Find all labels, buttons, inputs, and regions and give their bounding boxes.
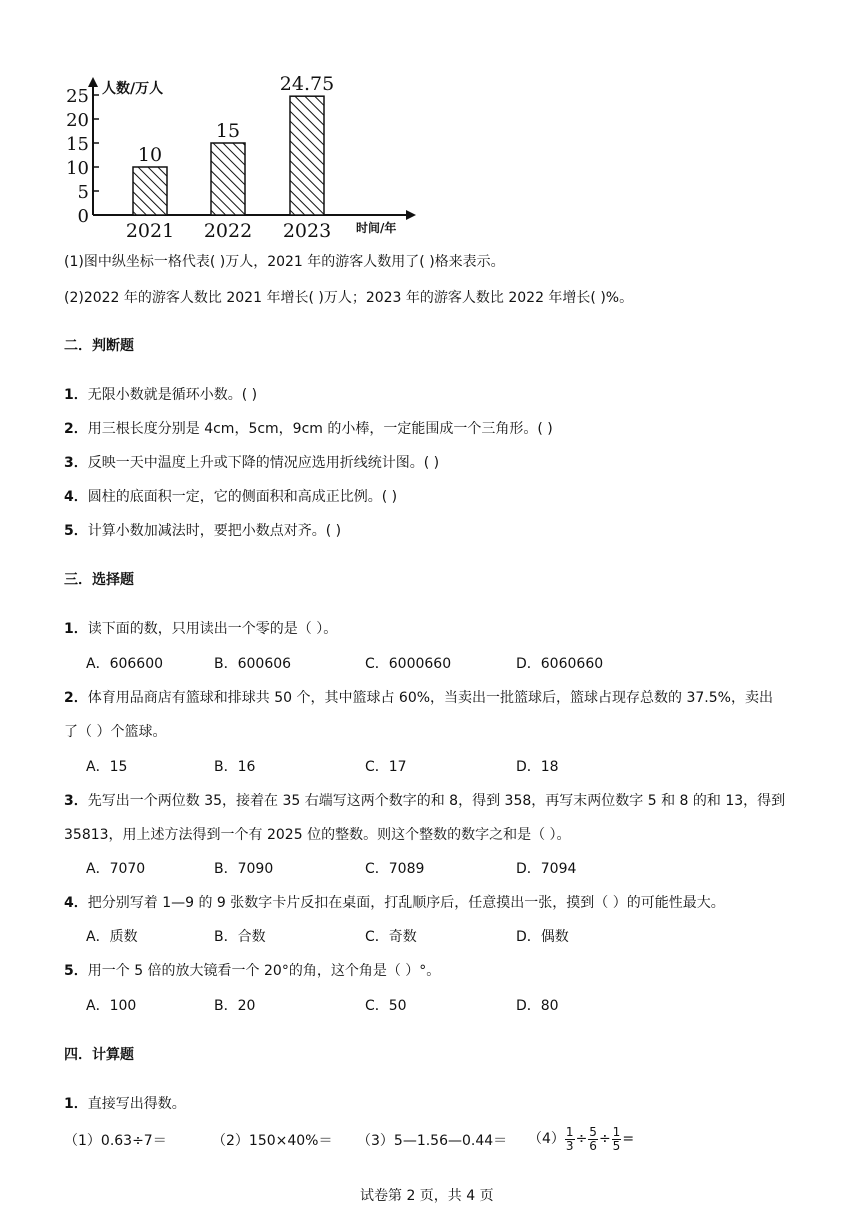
item-text: 把分别写着 1—9 的 9 张数字卡片反扣在桌面，打乱顺序后，任意摸出一张，摸到（ ）的可能性最大。: [87, 895, 725, 911]
item-number: 4．: [64, 895, 88, 911]
choice-1-option-a[interactable]: A．606600: [86, 656, 164, 672]
denominator: 6: [589, 1138, 597, 1153]
item-text: 圆柱的底面积一定，它的侧面积和高成正比例。( ): [87, 489, 398, 505]
choice-item-5: [64, 960, 440, 980]
item-text: 用三根长度分别是 4cm，5cm，9cm 的小棒，一定能围成一个三角形。( ): [87, 421, 553, 437]
y-tick-label: 20: [66, 110, 89, 131]
operator: ÷: [575, 1131, 588, 1147]
choice-item-3-line-2: 35813，用上述方法得到一个有 2025 位的整数。则这个整数的数字之和是（ ）。: [64, 827, 571, 843]
item-text: 用一个 5 倍的放大镜看一个 20°的角，这个角是（ ）°。: [87, 963, 441, 979]
y-axis-label: 人数/万人: [102, 81, 164, 97]
choice-5-option-d[interactable]: D．80: [516, 998, 559, 1014]
item-number: 3．: [64, 793, 88, 809]
bar-value-label: 24.75: [279, 73, 335, 96]
choice-2-option-d[interactable]: D．18: [516, 759, 559, 775]
fraction: [612, 1126, 622, 1153]
y-tick-label: 0: [77, 206, 89, 227]
item-number: 2．: [64, 421, 88, 437]
section-title-calc: 四．计算题: [64, 1047, 134, 1063]
operator: =: [622, 1131, 635, 1147]
item-text: 先写出一个两位数 35，接着在 35 右端写这两个数字的和 8，得到 358，再写末两位数字 5 和 8 的和 13，得到: [87, 793, 786, 809]
choice-item-3: [64, 790, 785, 810]
choice-1-option-d[interactable]: D．6060660: [516, 656, 604, 672]
item-text: 无限小数就是循环小数。( ): [87, 387, 258, 403]
x-tick-label: 2021: [125, 220, 175, 242]
x-axis-arrow: [406, 210, 416, 220]
judge-item-1: [64, 384, 257, 404]
choice-4-option-b[interactable]: B．合数: [214, 929, 266, 945]
choice-3-option-d[interactable]: D．7094: [516, 861, 577, 877]
denominator: 3: [565, 1138, 574, 1153]
item-text: 反映一天中温度上升或下降的情况应选用折线统计图。( ): [87, 455, 440, 471]
choice-item-1: [64, 618, 337, 638]
fraction: [588, 1126, 598, 1153]
bar-value-label: 15: [215, 120, 241, 142]
calc-problem-1: （1）0.63÷7＝: [64, 1133, 167, 1149]
x-tick-label: 2022: [203, 220, 253, 242]
judge-item-3: [64, 452, 439, 472]
item-number: 2．: [64, 690, 88, 706]
choice-item-2: [64, 687, 773, 707]
bar-value-label: 10: [137, 144, 163, 166]
calc-problem-4: [528, 1122, 635, 1156]
judge-item-2: [64, 418, 553, 438]
choice-4-option-c[interactable]: C．奇数: [365, 929, 417, 945]
item-text: 读下面的数，只用读出一个零的是（ ）。: [87, 621, 338, 637]
choice-2-option-b[interactable]: B．16: [214, 759, 256, 775]
choice-item-4: [64, 892, 725, 912]
calc-item-1: [64, 1093, 186, 1113]
item-number: 5．: [64, 963, 88, 979]
item-number: 5．: [64, 523, 88, 539]
choice-4-option-d[interactable]: D．偶数: [516, 929, 569, 945]
bar-2021: [133, 167, 167, 215]
operator: ÷: [598, 1131, 611, 1147]
choice-3-option-a[interactable]: A．7070: [86, 861, 146, 877]
section-title-judge: 二．判断题: [64, 338, 134, 354]
item-number: 1．: [64, 387, 88, 403]
y-axis-arrow: [88, 77, 98, 87]
y-tick-label: 15: [66, 134, 89, 155]
choice-2-option-c[interactable]: C．17: [365, 759, 407, 775]
choice-2-option-a[interactable]: A．15: [86, 759, 128, 775]
numerator: 5: [589, 1124, 597, 1139]
numerator: 1: [565, 1124, 574, 1139]
choice-5-option-a[interactable]: A．100: [86, 998, 137, 1014]
y-tick-label: 25: [66, 86, 89, 107]
choice-item-2-line-2: 了（ ）个篮球。: [64, 724, 167, 740]
chart-question-2: (2)2022 年的游客人数比 2021 年增长( )万人；2023 年的游客人数比 2022 年增长( )%。: [64, 290, 634, 306]
choice-3-option-c[interactable]: C．7089: [365, 861, 425, 877]
numerator: 1: [612, 1124, 621, 1139]
item-number: 3．: [64, 455, 88, 471]
choice-4-option-a[interactable]: A．质数: [86, 929, 138, 945]
item-number: 1．: [64, 621, 88, 637]
fraction: [565, 1126, 575, 1153]
item-number: 1．: [64, 1096, 88, 1112]
item-number: 4．: [64, 489, 88, 505]
chart-question-1: (1)图中纵坐标一格代表( )万人，2021 年的游客人数用了( )格来表示。: [64, 254, 505, 270]
calc-problem-2: （2）150×40%＝: [212, 1133, 333, 1149]
judge-item-4: [64, 486, 397, 506]
x-tick-label: 2023: [282, 220, 332, 242]
choice-1-option-c[interactable]: C．6000660: [365, 656, 452, 672]
bar-2022: [211, 143, 245, 215]
item-text: 体育用品商店有篮球和排球共 50 个，其中篮球占 60%，当卖出一批篮球后，篮球占现存总数的 37.5%，卖出: [87, 690, 773, 706]
choice-5-option-b[interactable]: B．20: [214, 998, 256, 1014]
x-axis-label: 时间/年: [356, 221, 397, 235]
y-tick-label: 5: [77, 182, 89, 203]
page-footer: 试卷第 2 页，共 4 页: [360, 1188, 494, 1204]
judge-item-5: [64, 520, 341, 540]
calc-problem-3: （3）5—1.56—0.44＝: [357, 1133, 508, 1149]
choice-1-option-b[interactable]: B．600606: [214, 656, 292, 672]
bar-chart: [0, 0, 868, 250]
choice-5-option-c[interactable]: C．50: [365, 998, 407, 1014]
bar-2023: [290, 96, 324, 215]
item-text: 直接写出得数。: [87, 1096, 186, 1112]
section-title-choice: 三．选择题: [64, 572, 134, 588]
item-text: 计算小数加减法时，要把小数点对齐。( ): [87, 523, 342, 539]
choice-3-option-b[interactable]: B．7090: [214, 861, 274, 877]
denominator: 5: [612, 1138, 621, 1153]
y-tick-label: 10: [66, 158, 89, 179]
calc-problem-4-label: （4）: [528, 1131, 565, 1147]
